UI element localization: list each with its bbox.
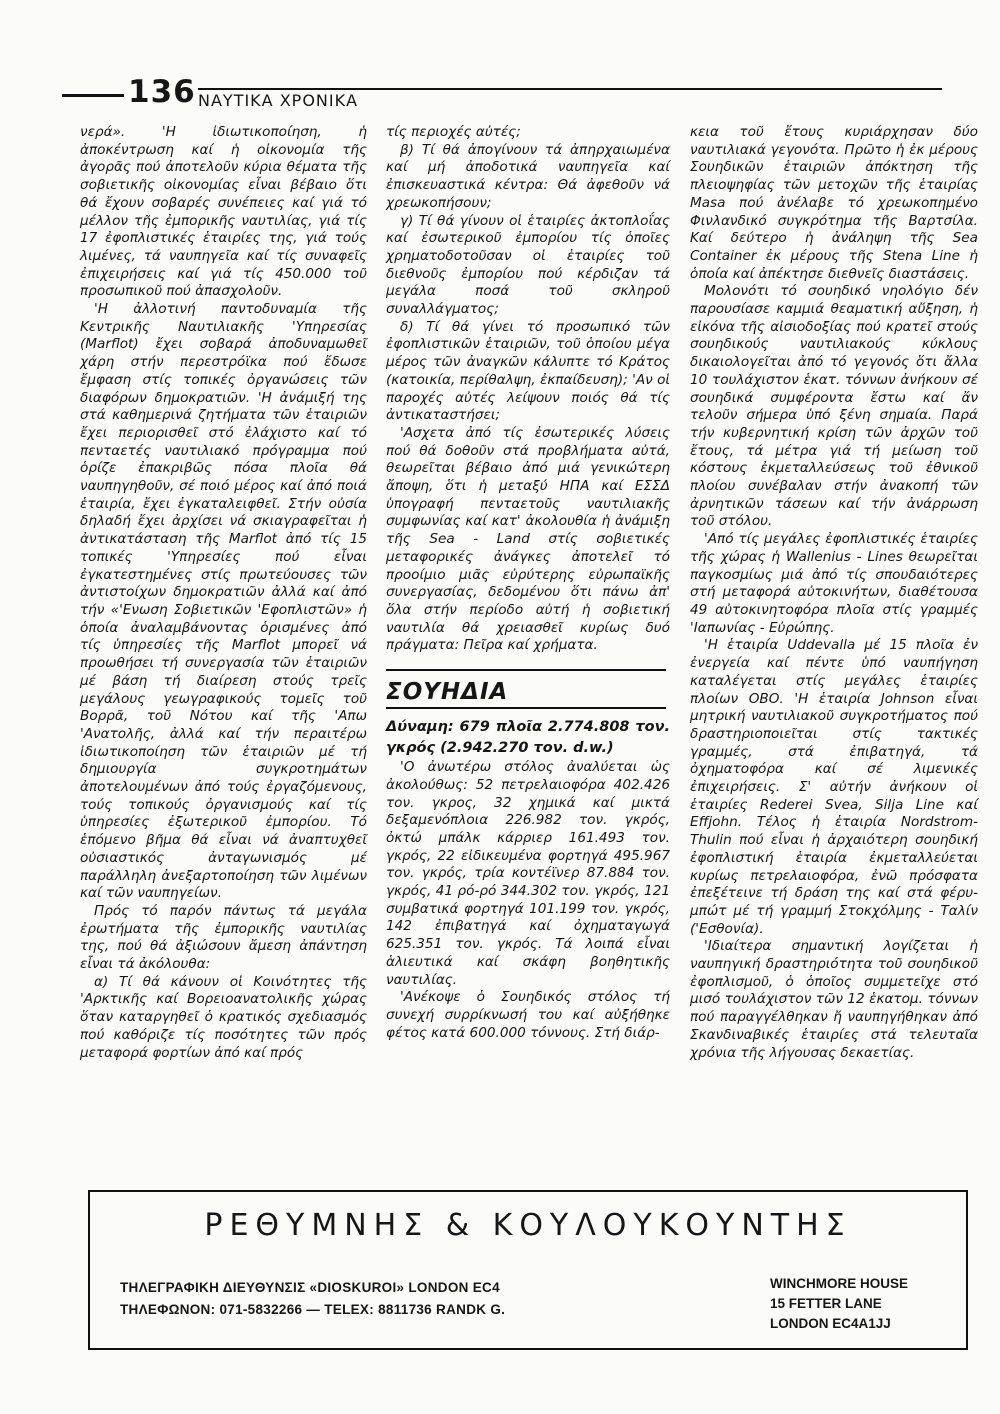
paragraph: κεια τοῦ ἔτους κυριάρχησαν δύο ναυτιλιακά γεγονότα. Πρῶτο ἡ ἐκ μέρους Σουηδικῶν ἑταιριῶν ἀπόκτηση τῆς πλειοψηφίας τῶν μετοχῶν τῆς ἑταιρίας Masa πού ἀνέλαβε τό χρεωκοπημένο Φινλανδικό συγκρότημα τῆς Βαρτσίλα. Καί δεύτερο ἡ ἀνάληψη τῆς Sea Container ἐκ μέρους τῆς Stena Line ἡ ὁποία καί ἀπέκτησε διεθνεῖς διαστάσεις. — [690, 124, 978, 282]
paragraph: Μολονότι τό σουηδικό νηολόγιο δέν παρουσίασε καμμιά θεαματική αὔξηση, ἡ εἰκόνα τῆς αἰσιοδοξίας πού κρατεῖ στούς σουηδικούς ναυτιλιακούς κύκλους δικαιολογεῖται ἀπό τό γεγονός ὅτι ἄλλα 10 τουλάχιστον ἑκατ. τόννων ἀνήκουν σέ σουηδικά συμφέροντα ἔστω καί ἄν τελοῦν σήμερα ὑπό ξένη σημαία. Παρά τήν κυβερνητική κρίση τῶν ἀρχῶν τοῦ ἔτους, τά μέτρα γιά τή μείωση τοῦ κόστους ἐκμεταλλεύσεως τοῦ ἐθνικοῦ πλοίου συνέβαλαν στήν ἀνακοπή τῶν ἀρνητικῶν τάσεων καί τήν ἀνάρρωση τοῦ στόλου. — [690, 283, 978, 530]
paragraph: γ) Τί θά γίνουν οἱ ἑταιρίες ἀκτοπλοΐας καί ἐσωτερικοῦ ἐμπορίου τίς ὁποῖες χρηματοδοτοῦσαν οἱ ἑταιρίες τοῦ διεθνοῦς ἐμπορίου πού κέρδιζαν τά μεγάλα ποσά τοῦ σκληροῦ συναλλάγματος; — [386, 212, 670, 318]
paragraph: 'Ιδιαίτερα σημαντική λογίζεται ἡ ναυπηγική δραστηριότητα τοῦ σουηδικοῦ ἐφοπλισμοῦ, ὁ ὁποῖος συμμετεῖχε στό μισό τουλάχιστον τῶν 12 ἑκατομ. τόννων πού παραγγέλθηκαν ἤ ναυπηγήθηκαν ἀπό Σκανδιναβικές ἑταιρίες στά τελευταῖα χρόνια τῆς λήγουσας δεκαετίας. — [690, 938, 978, 1061]
paragraph: α) Τί θά κάνουν οἱ Κοινότητες τῆς 'Αρκτικῆς καί Βορειοανατολικῆς χώρας ὅταν καταργηθεῖ ὁ κρατικός σχεδιασμός πού καθόριζε τίς ποσότητες τῶν πρός μεταφορά φορτίων ἀπό καί πρός — [80, 973, 367, 1061]
page-number: 136 — [128, 74, 196, 110]
section-sweden — [386, 669, 670, 1042]
advertisement-box — [88, 1190, 968, 1350]
paragraph: δ) Τί θά γίνει τό προσωπικό τῶν ἐφοπλιστικῶν ἑταιριῶν, τοῦ ὁποίου μέγα μέρος τῶν ἀναγκῶν κάλυπτε τό Κράτος (κατοικία, περίθαλψη, ἐκπαίδευση); 'Αν οἱ παροχές αὐτές λείψουν ποιός θά τίς ἀντικαταστήσει; — [386, 318, 670, 424]
ad-address-line-1: WINCHMORE HOUSE — [770, 1276, 908, 1291]
header-rule-left — [62, 94, 124, 97]
ad-telegraphic-address: ΤΗΛΕΓΡΑΦΙΚΗ ΔΙΕΥΘΥΝΣΙΣ «DIOSKUROI» LONDON EC4 — [120, 1280, 500, 1295]
section-title: ΣΟΥΗΔΙΑ — [386, 679, 509, 706]
paragraph: Πρός τό παρόν πάντως τά μεγάλα ἐρωτήματα τῆς ἐμπορικῆς ναυτιλίας της, πού θά ἀξιώσουν ἄμεση ἀπάντηση εἶναι τά ἀκόλουθα: — [80, 902, 367, 973]
section-subtitle: Δύναμη: 679 πλοῖα 2.774.808 τον. γκρός (2.942.270 τον. d.w.) — [386, 719, 670, 757]
header-rule-right — [198, 88, 942, 90]
paragraph: 'Η ἑταιρία Uddevalla μέ 15 πλοῖα ἐν ἐνεργεία καί πέντε ὑπό ναυπήγηση καταλέγεται στίς μεγάλες ἑταιρίες πλοίων ΟΒΟ. 'Η ἑταιρία Johnson εἶναι μητρική ναυτιλιακοῦ συγκροτήματος πού δραστηριοποιεῖται στίς τακτικές γραμμές, στά ἐπιβατηγά, τά ὀχηματοφόρα καί σέ λιμενικές ἐπιχειρήσεις. Σ' αὐτήν ἀνήκουν οἱ ἑταιρίες Rederei Svea, Silja Line καί Effjohn. Τέλος ἡ ἑταιρία Nordstrom- Thulin πού εἶναι ἡ ἀρχαιότερη σουηδική ἐφοπλιστική ἑταιρία ἐκμεταλλεύεται κυρίως πετρελαιοφόρα, ἐνῶ πρόσφατα ἐπεξέτεινε τή δράση της καί στά φέρυ-μπώτ μέ τή γραμμή Στοκχόλμης - Ταλίν ('Εσθονία). — [690, 637, 978, 937]
paragraph: 'Η ἀλλοτινή παντοδυναμία τῆς Κεντρικῆς Ναυτιλιακῆς 'Υπηρεσίας (Marflot) ἔχει σοβαρά ἀποδυναμωθεῖ χάρη στήν περεστρόϊκα πού ἔδωσε ἔμφαση στίς τοπικές ὀργανώσεις τῶν διαφόρων δημοκρατιῶν. 'Η ἀνάμιξή της στά καθημερινά ζητήματα τῶν ἑταιριῶν ἔχει περιορισθεῖ στό ἐλάχιστο καί τό πενταετές ναυτιλιακό πρόγραμμα πού ὁρίζε ἐπακριβῶς πόσα πλοῖα θά ναυπηγηθοῦν, σέ ποιό μέρος καί ἀπό ποιά ἑταιρία, ἔχει ἐγκαταλειφθεῖ. Στήν οὐσία δηλαδή ἔχει ἀρχίσει νά σκιαγραφεῖται ἡ ἀντικατάσταση τῆς Marflot ἀπό τίς 15 τοπικές 'Υπηρεσίες πού εἶναι ἐγκατεστημένες στίς πρωτεύουσες τῶν ἀντιστοίχων δημοκρατιῶν ἀλλά καί ἀπό τήν «'Ενωση Σοβιετικῶν 'Εφοπλιστῶν» ἡ ὁποία ἀναλαμβάνοντας ὁρισμένες ἀπό τίς ὑπηρεσίες τῆς Marflot μπορεῖ νά προωθήσει τή συνεργασία τῶν ἑταιριῶν μέ βάση τή διαίρεση στούς τρεῖς μεγάλους γεωγραφικούς τομεῖς τοῦ Βορρᾶ, τοῦ Νότου καί τῆς 'Απω 'Ανατολῆς, ἀλλά καί τήν περαιτέρω ἰδιωτικοποίηση τῶν ἑταιριῶν μέ τή δημιουργία συγκροτημάτων ἀποτελουμένων ἀπό τούς ἐργαζόμενους, τούς τοπικούς ὀργανισμούς καί τίς ὑπηρεσίες ἐξωτερικοῦ ἐμπορίου. Τό ἑπόμενο βῆμα θά εἶναι νά ἀναπτυχθεῖ οὐσιαστικός ἀνταγωνισμός μέ παράλληλη ἀνεξαρτοποίηση τῶν λιμένων καί τῶν ναυπηγείων. — [80, 301, 367, 902]
column-3 — [690, 124, 978, 1062]
ad-phone-telex: ΤΗΛΕΦΩΝΟΝ: 071-5832266 — TELEX: 8811736 RANDK G. — [120, 1302, 506, 1317]
column-1 — [80, 124, 367, 1062]
paragraph: τίς περιοχές αὐτές; — [386, 124, 521, 140]
paragraph: β) Τί θά ἀπογίνουν τά ἀπηρχαιωμένα καί μή ἀποδοτικά ναυπηγεῖα καί ἐπισκευαστικά κέντρα: Θά ἀφεθοῦν νά χρεωκοπήσουν; — [386, 141, 670, 211]
ad-address-line-3: LONDON EC4A1JJ — [770, 1316, 891, 1331]
paragraph: 'Από τίς μεγάλες ἐφοπλιστικές ἑταιρίες τῆς χώρας ἡ Wallenius - Lines θεωρεῖται παγκοσμίως μιά ἀπό τίς σπουδαιότερες στή μεταφορά αὐτοκινήτων, διαθέτουσα 49 αὐτοκινητοφόρα πλοῖα στίς γραμμές 'Ιαπωνίας - Εὐρώπης. — [690, 531, 978, 636]
ad-firm-name: ΡΕΘΥΜΝΗΣ & ΚΟΥΛΟΥΚΟΥΝΤΗΣ — [204, 1208, 852, 1243]
ad-address-line-2: 15 FETTER LANE — [770, 1296, 882, 1311]
paragraph: 'Ασχετα ἀπό τίς ἐσωτερικές λύσεις πού θά δοθοῦν στά προβλήματα αὐτά, θεωρεῖται βέβαιο ἀπό μιά γενικώτερη ἄποψη, ὅτι ἡ μεταξύ ΗΠΑ καί ΕΣΣΔ ὑπογραφή πενταετοῦς ναυτιλιακῆς συμφωνίας καί κατ' ἀκολουθία ἡ ἀνάμιξη τῆς Sea - Land στίς σοβιετικές μεταφορικές ἀνάγκες ἀποτελεῖ τό προοίμιο μιᾶς εὐρύτερης εὐρωπαϊκῆς συνεργασίας, δεδομένου ὅτι πάνω ἀπ' ὅλα στήν περίοδο αὐτή ἡ σοβιετική ναυτιλία θά χρειασθεῖ κυρίως δυό πράγματα: Πεῖρα καί χρήματα. — [386, 424, 670, 654]
paragraph: νερά». 'Η ἰδιωτικοποίηση, ἡ ἀποκέντρωση καί ἡ οἰκονομία τῆς ἀγορᾶς πού ἀποτελοῦν κύρια θέματα τῆς σοβιετικῆς οἰκονομίας εἶναι βέβαιο ὅτι θά ἔχουν σοβαρές συνέπειες καί γιά τό μέλλον τῆς ἐμπορικῆς ναυτιλίας, γιά τίς 17 ἐφοπλιστικές ἑταιρίες της, γιά τούς λιμένες, τά ναυπηγεῖα καί τίς συναφεῖς ἐπιχειρήσεις καί γιά τίς 450.000 τοῦ προσωπικοῦ πού ἀπασχολοῦν. — [80, 124, 367, 300]
section-rule-bottom — [386, 707, 666, 709]
paragraph: 'Ο ἀνωτέρω στόλος ἀναλύεται ὡς ἀκολούθως: 52 πετρελαιοφόρα 402.426 τον. γκρος, 32 χημικά καί μικτά δεξαμενόπλοια 226.982 τον. γκρός, ὀκτώ μπάλκ κάρριερ 161.493 τον. γκρός, 22 εἰδικευμένα φορτηγά 495.967 τον. γκρός, τρία κοντέϊνερ 87.884 τον. γκρός, 41 ρό-ρό 344.302 τον. γκρός, 121 συμβατικά φορτηγά 101.199 τον. γκρός, 142 ἐπιβατηγά καί ὀχηματαγωγά 625.351 τον. γκρός. Τά λοιπά εἶναι ἁλιευτικά καί σκάφη βοηθητικῆς ναυτιλίας. — [386, 759, 670, 988]
section-rule-top — [386, 669, 666, 671]
publication-title: ΝΑΥΤΙΚΑ ΧΡΟΝΙΚΑ — [198, 91, 359, 110]
page-header — [62, 72, 942, 112]
paragraph: 'Ανέκοψε ὁ Σουηδικός στόλος τή συνεχή συρρίκνωσή του καί αὐξήθηκε φέτος κατά 600.000 τόννους. Στή διάρ- — [386, 989, 670, 1041]
column-2 — [386, 124, 670, 1042]
